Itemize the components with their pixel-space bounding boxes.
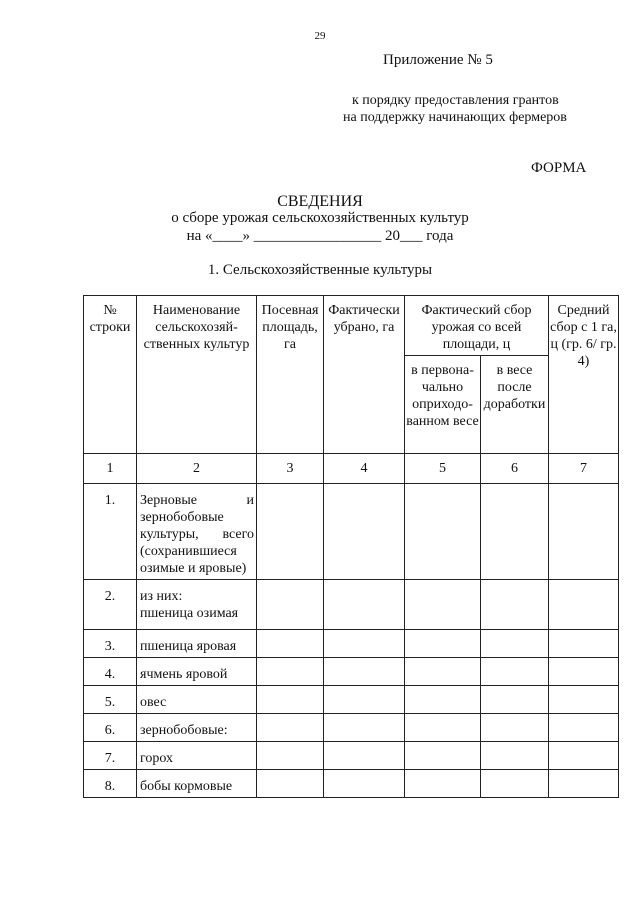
crop-name: пшеница яровая: [137, 630, 257, 658]
after-processing-cell[interactable]: [481, 658, 549, 686]
avg-yield-cell[interactable]: [549, 770, 619, 798]
avg-yield-cell[interactable]: [549, 686, 619, 714]
row-number: 7.: [84, 742, 137, 770]
crop-name: из них: пшеница озимая: [137, 580, 257, 630]
initial-weight-cell[interactable]: [405, 714, 481, 742]
sown-area-cell[interactable]: [257, 580, 324, 630]
reference-line-1: к порядку предоставления грантов: [352, 93, 559, 108]
harvest-table: [83, 295, 619, 798]
column-number-row: [84, 454, 619, 484]
row-number: 3.: [84, 630, 137, 658]
header-name: Наименование сельскохозяйственных культур: [137, 296, 257, 454]
harvested-cell[interactable]: [324, 484, 405, 580]
sown-area-cell[interactable]: [257, 742, 324, 770]
header-after-processing: в весе после доработки: [481, 356, 549, 454]
sown-area-cell[interactable]: [257, 714, 324, 742]
crop-name: ячмень яровой: [137, 658, 257, 686]
avg-yield-cell[interactable]: [549, 580, 619, 630]
table-row: [84, 770, 619, 798]
column-number: 6: [481, 454, 549, 484]
initial-weight-cell[interactable]: [405, 630, 481, 658]
initial-weight-cell[interactable]: [405, 580, 481, 630]
avg-yield-cell[interactable]: [549, 714, 619, 742]
row-number: 4.: [84, 658, 137, 686]
reference-line-2: на поддержку начинающих фермеров: [343, 110, 567, 125]
initial-weight-cell[interactable]: [405, 742, 481, 770]
row-number: 6.: [84, 714, 137, 742]
section-title: 1. Сельскохозяйственные культуры: [207, 262, 433, 278]
header-sown-area: Посевная площадь, га: [257, 296, 324, 454]
column-number: 4: [324, 454, 405, 484]
harvested-cell[interactable]: [324, 658, 405, 686]
crop-name: бобы кормовые: [137, 770, 257, 798]
initial-weight-cell[interactable]: [405, 484, 481, 580]
after-processing-cell[interactable]: [481, 714, 549, 742]
avg-yield-cell[interactable]: [549, 658, 619, 686]
header-avg-yield: Средний сбор с 1 га, ц (гр. 6/ гр. 4): [549, 296, 619, 454]
table-row: [84, 686, 619, 714]
harvested-cell[interactable]: [324, 714, 405, 742]
table-row: [84, 630, 619, 658]
row-number: 2.: [84, 580, 137, 630]
initial-weight-cell[interactable]: [405, 686, 481, 714]
sown-area-cell[interactable]: [257, 484, 324, 580]
table-row: [84, 714, 619, 742]
after-processing-cell[interactable]: [481, 630, 549, 658]
date-line: на «____» _________________ 20___ года: [186, 228, 454, 244]
harvested-cell[interactable]: [324, 580, 405, 630]
row-number: 8.: [84, 770, 137, 798]
header-row-1: [84, 296, 619, 356]
harvested-cell[interactable]: [324, 686, 405, 714]
crop-name: овес: [137, 686, 257, 714]
sown-area-cell[interactable]: [257, 770, 324, 798]
crop-name: Зерновые и зернобобовые культуры, всего (сохранившиеся озимые и яровые): [137, 484, 257, 580]
table-row: [84, 658, 619, 686]
table-row: [84, 742, 619, 770]
harvested-cell[interactable]: [324, 770, 405, 798]
after-processing-cell[interactable]: [481, 686, 549, 714]
initial-weight-cell[interactable]: [405, 658, 481, 686]
sown-area-cell[interactable]: [257, 630, 324, 658]
avg-yield-cell[interactable]: [549, 630, 619, 658]
sown-area-cell[interactable]: [257, 658, 324, 686]
after-processing-cell[interactable]: [481, 484, 549, 580]
sown-area-cell[interactable]: [257, 686, 324, 714]
document-subtitle: о сборе урожая сельскохозяйственных культур: [171, 210, 469, 226]
avg-yield-cell[interactable]: [549, 742, 619, 770]
header-actual-yield: Фактический сбор урожая со всей площади, ц: [405, 296, 549, 356]
appendix-title: Приложение № 5: [383, 52, 493, 68]
header-harvested: Фактически убрано, га: [324, 296, 405, 454]
crop-name: горох: [137, 742, 257, 770]
row-number: 5.: [84, 686, 137, 714]
after-processing-cell[interactable]: [481, 742, 549, 770]
column-number: 7: [549, 454, 619, 484]
form-label: ФОРМА: [531, 160, 587, 176]
after-processing-cell[interactable]: [481, 770, 549, 798]
harvested-cell[interactable]: [324, 630, 405, 658]
document-title: СВЕДЕНИЯ: [277, 193, 363, 210]
column-number: 2: [137, 454, 257, 484]
harvested-cell[interactable]: [324, 742, 405, 770]
header-initial-weight: в первоначально оприходованном весе: [405, 356, 481, 454]
page-number: 29: [314, 30, 326, 42]
avg-yield-cell[interactable]: [549, 484, 619, 580]
row-number: 1.: [84, 484, 137, 580]
after-processing-cell[interactable]: [481, 580, 549, 630]
table-row: [84, 484, 619, 580]
column-number: 1: [84, 454, 137, 484]
initial-weight-cell[interactable]: [405, 770, 481, 798]
column-number: 3: [257, 454, 324, 484]
table-row: [84, 580, 619, 630]
column-number: 5: [405, 454, 481, 484]
header-row-no: № строки: [84, 296, 137, 454]
crop-name: зернобобовые:: [137, 714, 257, 742]
